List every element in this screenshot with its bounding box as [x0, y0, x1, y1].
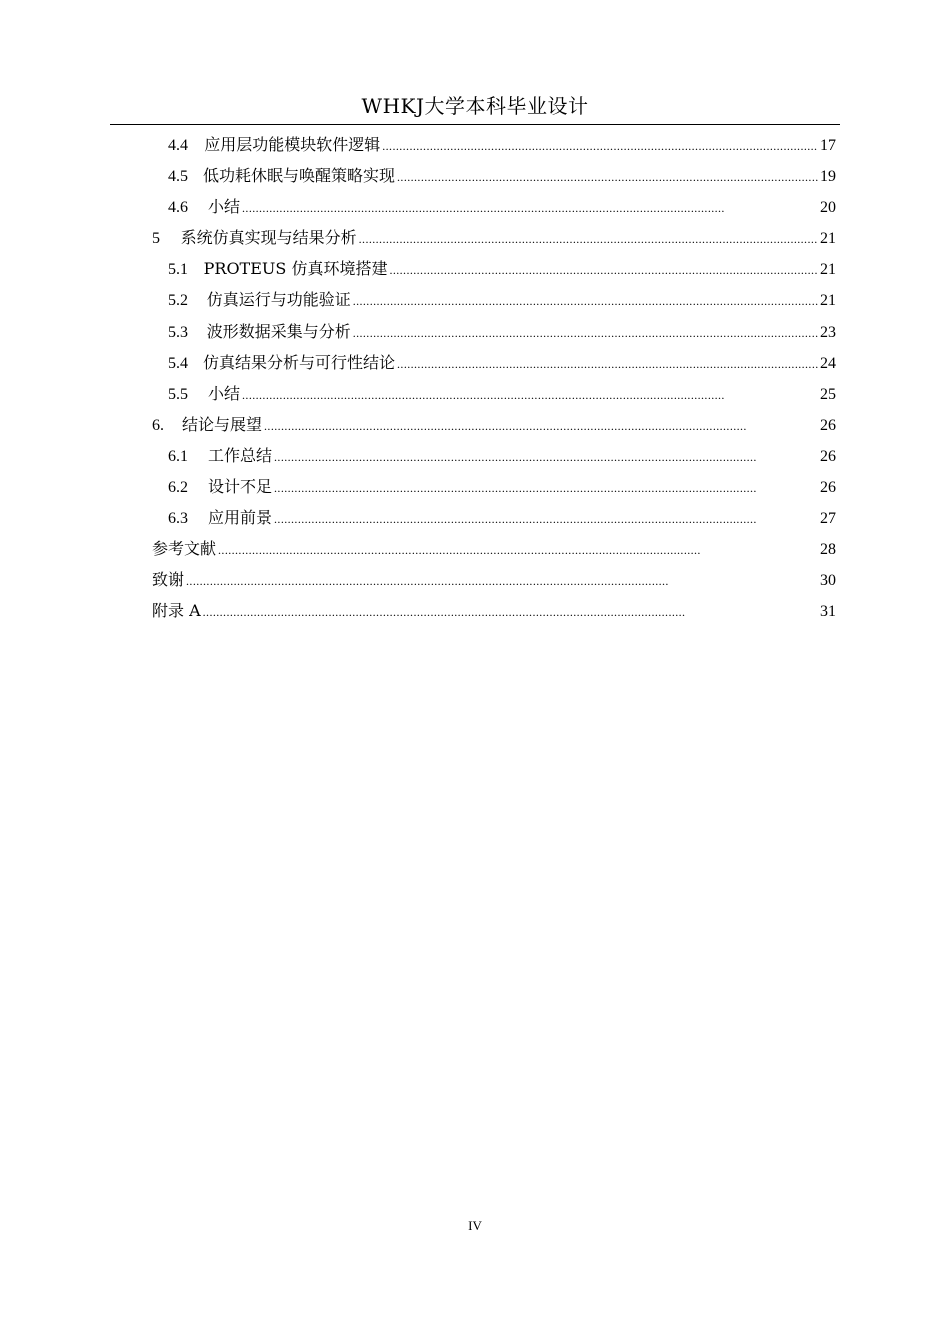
toc-entry[interactable] [152, 595, 836, 626]
toc-entry[interactable] [152, 564, 836, 595]
toc-entry[interactable] [152, 253, 836, 284]
toc-entry[interactable] [152, 316, 836, 347]
toc-entry[interactable] [152, 222, 836, 253]
toc-entry-page: 26 [820, 447, 836, 465]
toc-entry-title: 系统仿真实现与结果分析 [180, 228, 357, 248]
toc-entry-page: 21 [820, 292, 836, 310]
toc-entry-page: 27 [820, 510, 836, 528]
toc-dot-leader [186, 564, 818, 597]
toc-entry[interactable] [152, 284, 836, 315]
toc-entry-number: 6. [152, 416, 164, 434]
toc-entry-number: 5.2 [168, 292, 188, 310]
page-number-footer: IV [468, 1218, 482, 1233]
toc-entry[interactable] [152, 533, 836, 564]
toc-entry-number: 4.5 [168, 168, 188, 186]
toc-entry-number: 5.1 [168, 261, 188, 279]
toc-entry-number: 6.3 [168, 510, 188, 528]
toc-dot-leader [274, 471, 818, 504]
toc-dot-leader [242, 191, 818, 224]
toc-entry-number: 6.1 [168, 447, 188, 465]
toc-entry-number: 4.4 [168, 137, 188, 154]
toc-entry-page: 21 [820, 261, 836, 279]
toc-entry[interactable] [152, 191, 836, 222]
toc-entry-number: 5.5 [168, 385, 188, 403]
toc-entry-page: 19 [820, 168, 836, 186]
table-of-contents [152, 129, 836, 627]
toc-entry-page: 28 [820, 541, 836, 559]
toc-entry[interactable] [152, 471, 836, 502]
toc-dot-leader [203, 595, 818, 628]
toc-entry[interactable] [152, 378, 836, 409]
toc-entry-title: 结论与展望 [182, 414, 263, 434]
toc-entry-title: 小结 [208, 383, 241, 403]
toc-dot-leader [274, 440, 818, 473]
toc-entry-title: 致谢 [152, 570, 185, 590]
toc-dot-leader [397, 347, 818, 380]
toc-entry-number: 4.6 [168, 199, 188, 217]
header-divider [110, 124, 840, 125]
toc-entry[interactable] [152, 160, 836, 191]
toc-dot-leader [382, 129, 818, 162]
toc-entry-page: 26 [820, 416, 836, 434]
toc-entry[interactable] [152, 502, 836, 533]
toc-dot-leader [264, 409, 818, 442]
toc-entry-title: 应用层功能模块软件逻辑 [204, 135, 381, 154]
toc-entry[interactable] [152, 129, 836, 160]
toc-entry-title: 工作总结 [208, 445, 273, 465]
toc-entry-title: 小结 [208, 197, 241, 217]
toc-entry-page: 31 [820, 603, 836, 621]
toc-entry-page: 20 [820, 199, 836, 217]
toc-dot-leader [274, 502, 818, 535]
toc-entry-number: 6.2 [168, 479, 188, 497]
toc-dot-leader [397, 160, 818, 193]
toc-entry-number: 5 [152, 230, 160, 248]
toc-entry[interactable] [152, 440, 836, 471]
toc-entry-page: 30 [820, 572, 836, 590]
toc-dot-leader [389, 253, 818, 286]
toc-dot-leader [359, 222, 818, 255]
toc-entry-title: 参考文献 [152, 539, 217, 559]
toc-entry[interactable] [152, 347, 836, 378]
toc-entry-page: 26 [820, 479, 836, 497]
toc-entry-title: PROTEUS 仿真环境搭建 [203, 259, 388, 279]
toc-entry-page: 24 [820, 354, 836, 372]
toc-entry-page: 25 [820, 385, 836, 403]
toc-entry-number: 5.4 [168, 354, 188, 372]
toc-entry-title: 低功耗休眠与唤醒策略实现 [203, 166, 396, 186]
toc-entry-title: 附录 A [152, 601, 201, 621]
toc-entry-title: 仿真结果分析与可行性结论 [203, 352, 396, 372]
toc-entry-title: 应用前景 [208, 508, 273, 528]
page-header-title: WHKJ大学本科毕业设计 [361, 94, 589, 118]
toc-entry-page: 17 [820, 137, 836, 154]
toc-dot-leader [242, 378, 818, 411]
toc-entry[interactable] [152, 409, 836, 440]
toc-dot-leader [218, 533, 818, 566]
toc-entry-number: 5.3 [168, 323, 188, 341]
toc-entry-title: 波形数据采集与分析 [206, 321, 351, 341]
toc-dot-leader [353, 316, 818, 349]
toc-entry-page: 23 [820, 323, 836, 341]
toc-entry-title: 设计不足 [208, 477, 273, 497]
toc-entry-title: 仿真运行与功能验证 [206, 290, 351, 310]
toc-entry-page: 21 [820, 230, 836, 248]
toc-dot-leader [353, 284, 818, 317]
